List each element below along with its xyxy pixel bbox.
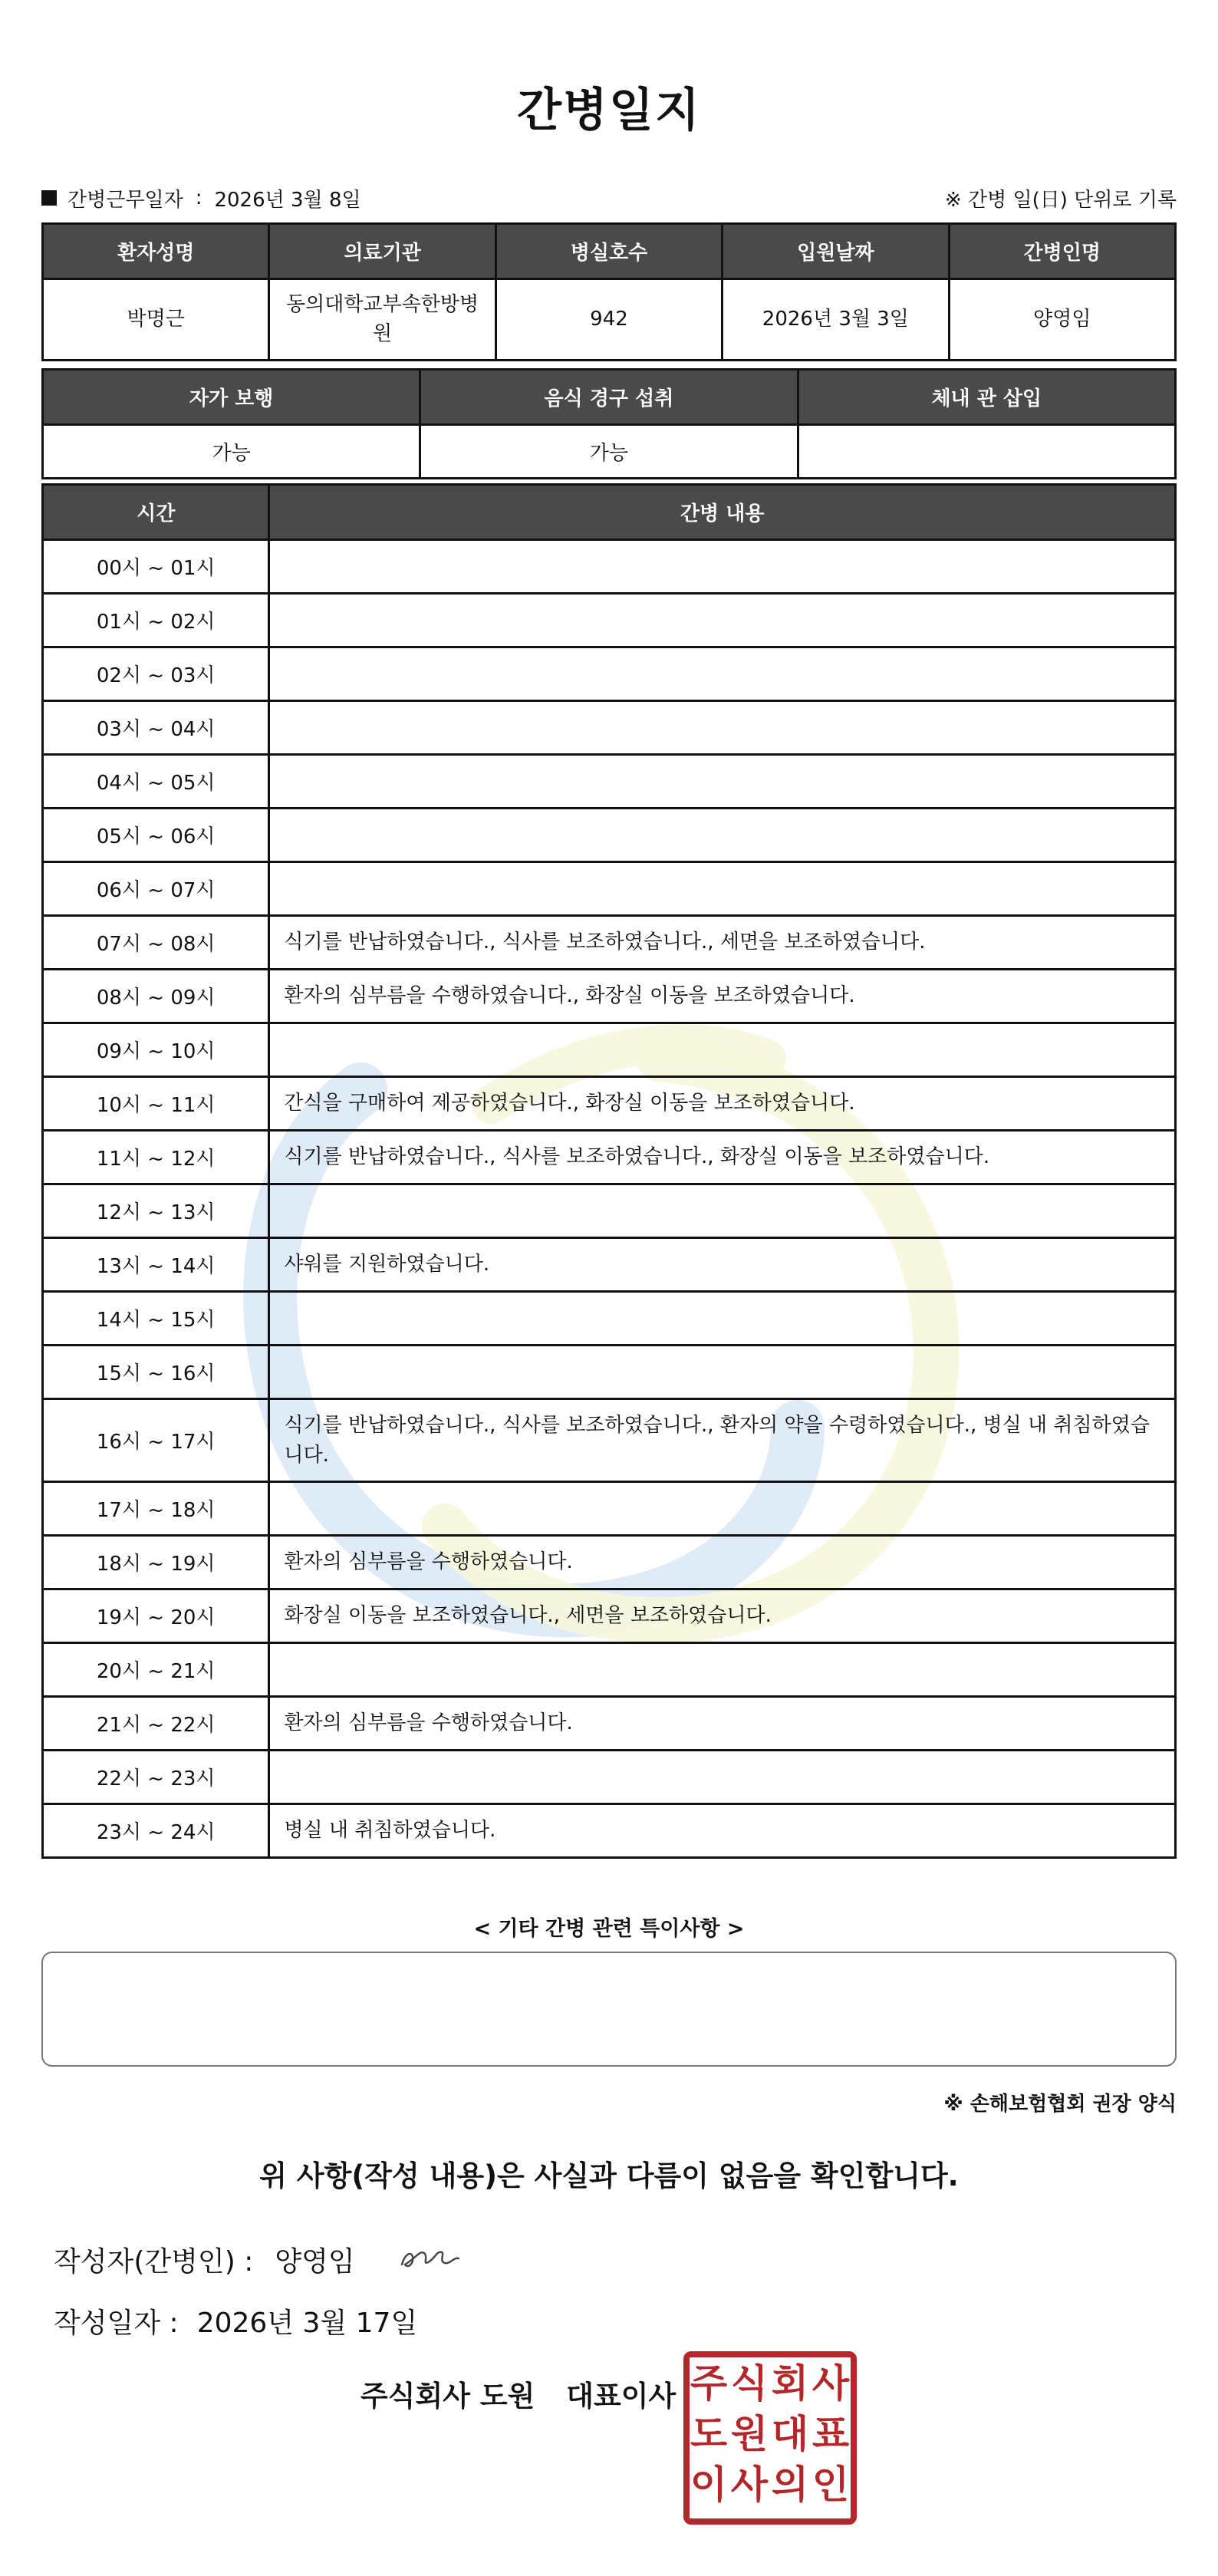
care-content-cell: 병실 내 취침하였습니다. bbox=[269, 1804, 1176, 1858]
time-cell: 03시 ~ 04시 bbox=[43, 701, 269, 755]
table-row bbox=[43, 809, 1176, 862]
time-cell: 22시 ~ 23시 bbox=[43, 1751, 269, 1804]
notes-title: < 기타 간병 관련 특이사항 > bbox=[473, 1917, 745, 1941]
time-cell: 08시 ~ 09시 bbox=[43, 970, 269, 1023]
seal-glyph: 사 bbox=[730, 2462, 769, 2507]
time-cell: 18시 ~ 19시 bbox=[43, 1536, 269, 1589]
care-content-cell bbox=[269, 1482, 1176, 1536]
time-cell: 17시 ~ 18시 bbox=[43, 1482, 269, 1536]
time-cell: 14시 ~ 15시 bbox=[43, 1292, 269, 1346]
time-cell: 12시 ~ 13시 bbox=[43, 1184, 269, 1238]
value-room: 942 bbox=[495, 279, 722, 361]
care-content-cell: 환자의 심부름을 수행하였습니다. bbox=[269, 1536, 1176, 1589]
writer-line bbox=[54, 2240, 355, 2279]
work-date-separator: : bbox=[195, 186, 202, 209]
writer-name: 양영임 bbox=[275, 2246, 355, 2278]
table-row bbox=[43, 1589, 1176, 1643]
table-row bbox=[43, 970, 1176, 1023]
care-content-cell: 화장실 이동을 보조하였습니다., 세면을 보조하였습니다. bbox=[269, 1589, 1176, 1643]
care-content-cell bbox=[269, 1292, 1176, 1346]
time-cell: 21시 ~ 22시 bbox=[43, 1697, 269, 1751]
seal-glyph: 식 bbox=[730, 2361, 769, 2406]
table-row bbox=[43, 1238, 1176, 1292]
table-row bbox=[43, 755, 1176, 809]
seal-glyph: 주 bbox=[690, 2361, 728, 2406]
seal-glyph: 표 bbox=[811, 2412, 850, 2456]
care-content-cell bbox=[269, 701, 1176, 755]
company-seal-stamp bbox=[683, 2350, 858, 2525]
table-row bbox=[43, 1697, 1176, 1751]
table-row bbox=[43, 1292, 1176, 1346]
time-cell: 07시 ~ 08시 bbox=[43, 916, 269, 970]
value-caregiver: 양영임 bbox=[949, 279, 1175, 361]
seal-glyph: 대 bbox=[771, 2412, 809, 2456]
time-cell: 00시 ~ 01시 bbox=[43, 540, 269, 594]
care-content-cell bbox=[269, 809, 1176, 862]
value-hospital: 동의대학교부속한방병원 bbox=[269, 279, 495, 361]
table-row bbox=[43, 701, 1176, 755]
time-cell: 20시 ~ 21시 bbox=[43, 1643, 269, 1697]
time-cell: 02시 ~ 03시 bbox=[43, 647, 269, 701]
care-content-cell: 식기를 반납하였습니다., 식사를 보조하였습니다., 세면을 보조하였습니다. bbox=[269, 916, 1176, 970]
time-cell: 11시 ~ 12시 bbox=[43, 1131, 269, 1184]
patient-status-table bbox=[41, 368, 1177, 479]
care-content-cell: 환자의 심부름을 수행하였습니다. bbox=[269, 1697, 1176, 1751]
table-row bbox=[43, 1184, 1176, 1238]
work-date-value: 2026년 3월 8일 bbox=[214, 188, 361, 212]
header-care-content: 간병 내용 bbox=[269, 485, 1176, 540]
written-date-line bbox=[54, 2301, 417, 2340]
care-content-cell: 식기를 반납하였습니다., 식사를 보조하였습니다., 화장실 이동을 보조하였습니다. bbox=[269, 1131, 1176, 1184]
company-title: 대표이사 bbox=[566, 2380, 676, 2413]
company-name: 주식회사 도원 bbox=[360, 2380, 535, 2413]
care-content-cell bbox=[269, 1184, 1176, 1238]
value-walking: 가능 bbox=[43, 425, 420, 479]
written-date-value: 2026년 3월 17일 bbox=[196, 2308, 418, 2339]
care-content-cell: 샤워를 지원하였습니다. bbox=[269, 1238, 1176, 1292]
table-row bbox=[43, 862, 1176, 916]
table-row bbox=[43, 1804, 1176, 1858]
header-admission-date: 입원날짜 bbox=[723, 224, 949, 279]
table-row bbox=[43, 916, 1176, 970]
table-row bbox=[43, 1643, 1176, 1697]
written-date-label: 작성일자 : bbox=[54, 2308, 179, 2339]
seal-glyph: 이 bbox=[690, 2462, 728, 2507]
care-content-cell bbox=[269, 862, 1176, 916]
care-schedule-header bbox=[43, 485, 1176, 540]
header-walking: 자가 보행 bbox=[43, 370, 420, 425]
signature-icon bbox=[394, 2234, 463, 2280]
value-oral-intake: 가능 bbox=[420, 425, 798, 479]
table-row bbox=[43, 1399, 1176, 1482]
header-time: 시간 bbox=[43, 485, 269, 540]
table-row bbox=[43, 1077, 1176, 1131]
care-schedule-table bbox=[41, 483, 1177, 1859]
header-caregiver: 간병인명 bbox=[949, 224, 1175, 279]
patient-info-table bbox=[41, 222, 1177, 361]
patient-status-values bbox=[43, 425, 1176, 479]
work-date bbox=[41, 184, 361, 212]
table-row bbox=[43, 594, 1176, 647]
care-content-cell bbox=[269, 1346, 1176, 1399]
table-row bbox=[43, 1023, 1176, 1077]
care-content-cell bbox=[269, 594, 1176, 647]
header-room: 병실호수 bbox=[495, 224, 722, 279]
care-content-cell bbox=[269, 755, 1176, 809]
header-patient-name: 환자성명 bbox=[43, 224, 269, 279]
table-row bbox=[43, 1346, 1176, 1399]
care-content-cell bbox=[269, 1023, 1176, 1077]
square-bullet-icon bbox=[41, 190, 57, 206]
value-admission-date: 2026년 3월 3일 bbox=[723, 279, 949, 361]
table-row bbox=[43, 1751, 1176, 1804]
header-hospital: 의료기관 bbox=[269, 224, 495, 279]
patient-status-header bbox=[43, 370, 1176, 425]
company-line bbox=[360, 2373, 676, 2414]
confirmation-statement: 위 사항(작성 내용)은 사실과 다름이 없음을 확인합니다. bbox=[259, 2159, 959, 2192]
seal-glyph: 원 bbox=[730, 2412, 769, 2456]
care-content-cell: 환자의 심부름을 수행하였습니다., 화장실 이동을 보조하였습니다. bbox=[269, 970, 1176, 1023]
seal-glyph: 의 bbox=[771, 2462, 809, 2507]
writer-label: 작성자(간병인) : bbox=[54, 2246, 254, 2278]
table-row bbox=[43, 647, 1176, 701]
seal-glyph: 도 bbox=[690, 2412, 728, 2456]
time-cell: 01시 ~ 02시 bbox=[43, 594, 269, 647]
page-title: 간병일지 bbox=[517, 84, 701, 137]
value-patient-name: 박명근 bbox=[43, 279, 269, 361]
header-oral-intake: 음식 경구 섭취 bbox=[420, 370, 798, 425]
time-cell: 19시 ~ 20시 bbox=[43, 1589, 269, 1643]
patient-info-header bbox=[43, 224, 1176, 279]
time-cell: 05시 ~ 06시 bbox=[43, 809, 269, 862]
table-row bbox=[43, 1482, 1176, 1536]
time-cell: 09시 ~ 10시 bbox=[43, 1023, 269, 1077]
seal-glyph: 회 bbox=[771, 2361, 809, 2406]
unit-note: ※ 간병 일(日) 단위로 기록 bbox=[944, 188, 1177, 212]
notes-box bbox=[41, 1952, 1177, 2067]
care-content-cell: 간식을 구매하여 제공하였습니다., 화장실 이동을 보조하였습니다. bbox=[269, 1077, 1176, 1131]
care-schedule-rows bbox=[43, 540, 1176, 1858]
care-content-cell bbox=[269, 1751, 1176, 1804]
time-cell: 10시 ~ 11시 bbox=[43, 1077, 269, 1131]
value-tube-insertion bbox=[798, 425, 1175, 479]
time-cell: 16시 ~ 17시 bbox=[43, 1399, 269, 1482]
patient-info-values bbox=[43, 279, 1176, 361]
seal-glyph: 사 bbox=[811, 2361, 850, 2406]
care-content-cell: 식기를 반납하였습니다., 식사를 보조하였습니다., 환자의 약을 수령하였습니다., 병실 내 취침하였습니다. bbox=[269, 1399, 1176, 1482]
care-content-cell bbox=[269, 647, 1176, 701]
time-cell: 15시 ~ 16시 bbox=[43, 1346, 269, 1399]
time-cell: 04시 ~ 05시 bbox=[43, 755, 269, 809]
table-row bbox=[43, 1131, 1176, 1184]
form-note: ※ 손해보험협회 권장 양식 bbox=[943, 2093, 1177, 2116]
table-row bbox=[43, 540, 1176, 594]
table-row bbox=[43, 1536, 1176, 1589]
header-tube-insertion: 체내 관 삽입 bbox=[798, 370, 1175, 425]
seal-glyph: 인 bbox=[811, 2462, 850, 2507]
care-content-cell bbox=[269, 1643, 1176, 1697]
work-date-label: 간병근무일자 bbox=[67, 188, 183, 212]
time-cell: 06시 ~ 07시 bbox=[43, 862, 269, 916]
time-cell: 23시 ~ 24시 bbox=[43, 1804, 269, 1858]
time-cell: 13시 ~ 14시 bbox=[43, 1238, 269, 1292]
care-content-cell bbox=[269, 540, 1176, 594]
meta-row bbox=[41, 183, 1177, 213]
